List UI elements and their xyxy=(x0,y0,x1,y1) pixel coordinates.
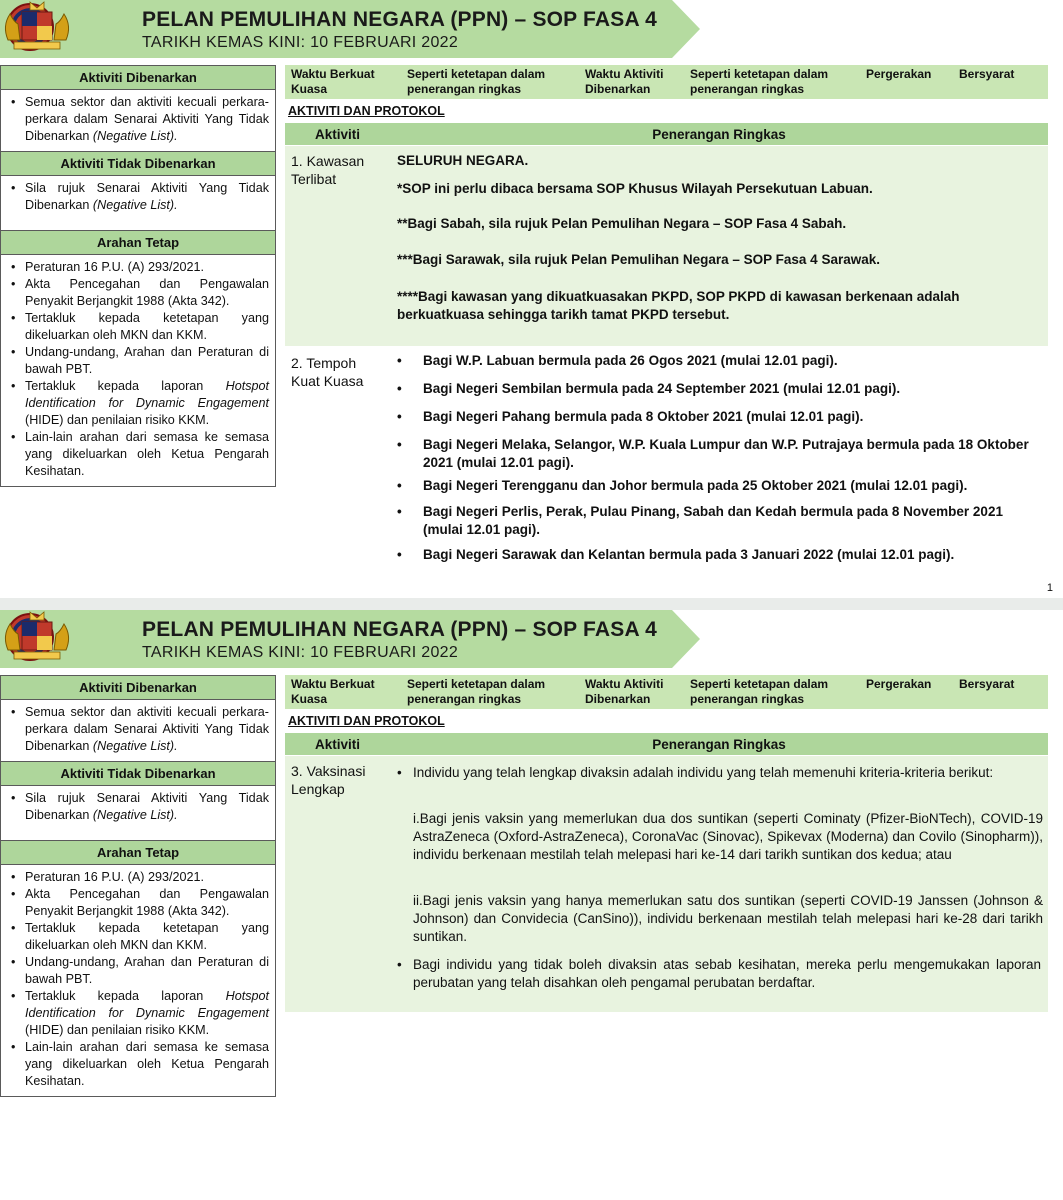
allowed-item: • Semua sektor dan aktiviti kecuali perkara-perkara dalam Senarai Aktiviti Yang Tidak Dibenarkan (Negative List). xyxy=(7,94,269,145)
directive-item: • Akta Pencegahan dan Pengawalan Penyakit Berjangkit 1988 (Akta 342). xyxy=(7,886,269,920)
header-banner xyxy=(0,0,700,58)
row-line: ****Bagi kawasan yang dikuatkuasakan PKPD, SOP PKPD di kawasan berkenaan adalah berkuatkuasa sehingga tarikh tamat PKPD tersebut. xyxy=(397,289,960,322)
page-title: PELAN PEMULIHAN NEGARA (PPN) – SOP FASA 4 xyxy=(142,8,657,31)
directive-item: • Undang-undang, Arahan dan Peraturan di bawah PBT. xyxy=(7,954,269,988)
table-header xyxy=(285,733,1048,755)
sidebar-panel xyxy=(0,675,276,1097)
directive-item: • Peraturan 16 P.U. (A) 293/2021. xyxy=(7,869,269,886)
directives-heading: Arahan Tetap xyxy=(1,840,275,865)
status-bar xyxy=(285,65,1048,99)
activity-column-header: Aktiviti xyxy=(314,737,360,752)
pergerakan-value: Bersyarat xyxy=(959,677,1015,691)
directive-item: • Tertakluk kepada laporan Hotspot Identification for Dynamic Engagement (HIDE) dan penilaian risiko KKM. xyxy=(7,378,269,429)
row-line: SELURUH NEGARA. xyxy=(397,153,529,168)
directive-item: • Akta Pencegahan dan Pengawalan Penyakit Berjangkit 1988 (Akta 342). xyxy=(7,276,269,310)
sidebar-panel xyxy=(0,65,276,487)
document-page-1 xyxy=(0,0,1063,598)
row-activity: 2. Tempoh Kuat Kuasa xyxy=(291,355,364,389)
header-banner xyxy=(0,610,700,668)
allowed-heading: Aktiviti Dibenarkan xyxy=(1,66,275,90)
directive-item: • Tertakluk kepada ketetapan yang dikeluarkan oleh MKN dan KKM. xyxy=(7,310,269,344)
coat-of-arms-icon xyxy=(0,610,74,662)
waktu-aktiviti-label: Waktu Aktiviti Dibenarkan xyxy=(585,67,664,96)
section-title: AKTIVITI DAN PROTOKOL xyxy=(288,104,445,118)
not-allowed-item: • Sila rujuk Senarai Aktiviti Yang Tidak Dibenarkan (Negative List). xyxy=(7,790,269,824)
directive-item: • Tertakluk kepada laporan Hotspot Identification for Dynamic Engagement (HIDE) dan penilaian risiko KKM. xyxy=(7,988,269,1039)
waktu-aktiviti-value: Seperti ketetapan dalam penerangan ringkas xyxy=(690,677,829,706)
waktu-berkuat-value: Seperti ketetapan dalam penerangan ringkas xyxy=(407,677,546,706)
waktu-aktiviti-label: Waktu Aktiviti Dibenarkan xyxy=(585,677,664,706)
directive-item: • Undang-undang, Arahan dan Peraturan di bawah PBT. xyxy=(7,344,269,378)
document-page-2 xyxy=(0,610,1063,1200)
description-column-header: Penerangan Ringkas xyxy=(652,127,786,142)
waktu-berkuat-label: Waktu Berkuat Kuasa xyxy=(291,677,375,706)
directive-item: • Lain-lain arahan dari semasa ke semasa yang dikeluarkan oleh Ketua Pengarah Kesihatan. xyxy=(7,1039,269,1090)
update-date: TARIKH KEMAS KINI: 10 FEBRUARI 2022 xyxy=(142,644,459,661)
not-allowed-item: • Sila rujuk Senarai Aktiviti Yang Tidak Dibenarkan (Negative List). xyxy=(7,180,269,214)
waktu-berkuat-label: Waktu Berkuat Kuasa xyxy=(291,67,375,96)
page-separator xyxy=(0,598,1063,610)
table-header xyxy=(285,123,1048,145)
status-bar xyxy=(285,675,1048,709)
section-title: AKTIVITI DAN PROTOKOL xyxy=(288,714,445,728)
directive-item: • Tertakluk kepada ketetapan yang dikeluarkan oleh MKN dan KKM. xyxy=(7,920,269,954)
row-line: *SOP ini perlu dibaca bersama SOP Khusus Wilayah Persekutuan Labuan. xyxy=(397,181,873,196)
activity-column-header: Aktiviti xyxy=(314,127,360,142)
page-title: PELAN PEMULIHAN NEGARA (PPN) – SOP FASA 4 xyxy=(142,618,657,641)
allowed-item: • Semua sektor dan aktiviti kecuali perkara-perkara dalam Senarai Aktiviti Yang Tidak Dibenarkan (Negative List). xyxy=(7,704,269,755)
pergerakan-label: Pergerakan xyxy=(866,67,932,81)
pergerakan-label: Pergerakan xyxy=(866,677,932,691)
directive-item: • Peraturan 16 P.U. (A) 293/2021. xyxy=(7,259,269,276)
waktu-aktiviti-value: Seperti ketetapan dalam penerangan ringkas xyxy=(690,67,829,96)
update-date: TARIKH KEMAS KINI: 10 FEBRUARI 2022 xyxy=(142,34,459,51)
allowed-heading: Aktiviti Dibenarkan xyxy=(1,676,275,700)
directives-heading: Arahan Tetap xyxy=(1,230,275,255)
coat-of-arms-icon xyxy=(0,0,74,52)
waktu-berkuat-value: Seperti ketetapan dalam penerangan ringkas xyxy=(407,67,546,96)
directive-item: • Lain-lain arahan dari semasa ke semasa yang dikeluarkan oleh Ketua Pengarah Kesihatan. xyxy=(7,429,269,480)
not-allowed-heading: Aktiviti Tidak Dibenarkan xyxy=(1,761,275,786)
page-number: 1 xyxy=(1046,582,1053,594)
row-activity: 3. Vaksinasi Lengkap xyxy=(291,763,366,797)
table-row xyxy=(285,348,1048,573)
table-row: 3. Vaksinasi Lengkap • Individu yang telah lengkap divaksin adalah individu yang telah memenuhi kriteria-kriteria berikut: i.Bagi jenis vaksin yang memerlukan dua dos suntikan (seperti Cominaty (Pfizer-BioNTech), COVID-19 AstraZeneca (Oxford-AstraZeneca), CoronaVac (Sinovac), Spikevax (Moderna) dan Covilo (Sinopharm)), individu berkenaan mestilah telah melepasi hari ke-14 dari tarikh suntikan dos kedua; atau ii.Bagi jenis vaksin yang hanya memerlukan satu dos suntikan (seperti COVID-19 Janssen (Johnson & Johnson) dan Convidecia (CanSino)), individu berkenaan mestilah telah melepasi hari ke-28 dari tarikh suntikan. • Bagi individu yang tidak boleh divaksin atas sebab kesihatan, mereka perlu mengemukakan laporan perubatan yang telah disahkan oleh pengamal perubatan berdaftar. xyxy=(285,756,1048,1012)
row-line: **Bagi Sabah, sila rujuk Pelan Pemulihan Negara – SOP Fasa 4 Sabah. xyxy=(397,216,847,231)
pergerakan-value: Bersyarat xyxy=(959,67,1015,81)
not-allowed-heading: Aktiviti Tidak Dibenarkan xyxy=(1,151,275,176)
criteria-item-i: i.Bagi jenis vaksin yang memerlukan dua dos suntikan (seperti Cominaty (Pfizer-BioNTech), COVID-19 AstraZeneca (Oxford-AstraZeneca), CoronaVac (Sinovac), Spikevax (Moderna) dan Covilo (Sinopharm)), individu berkenaan mestilah telah melepasi hari ke-14 dari tarikh suntikan dos kedua; atau xyxy=(413,811,1043,862)
table-row xyxy=(285,146,1048,346)
row-activity: 1. Kawasan Terlibat xyxy=(291,153,365,187)
row-bullets: • Bagi W.P. Labuan bermula pada 26 Ogos 2021 (mulai 12.01 pagi). • Bagi Negeri Sembilan bermula pada 24 September 2021 (mulai 12.01 pagi). • Bagi Negeri Pahang bermula pada 8 Oktober 2021 (mulai 12.01 pagi). • Bagi Negeri Melaka, Selangor, W.P. Kuala Lumpur dan W.P. Putrajaya bermula pada 18 Oktober 2021 (mulai 12.01 pagi). • Bagi Negeri Terengganu dan Johor bermula pada 25 Oktober 2021 (mulai 12.01 pagi). • Bagi Negeri Perlis, Perak, Pulau Pinang, Sabah dan Kedah bermula pada 8 November 2021 (mulai 12.01 pagi). • Bagi Negeri Sarawak dan Kelantan bermula pada 3 Januari 2022 (mulai 12.01 pagi). xyxy=(397,353,1029,562)
row-line: ***Bagi Sarawak, sila rujuk Pelan Pemulihan Negara – SOP Fasa 4 Sarawak. xyxy=(397,252,880,267)
criteria-item-ii: ii.Bagi jenis vaksin yang hanya memerlukan satu dos suntikan (seperti COVID-19 Janssen (Johnson & Johnson) dan Convidecia (CanSino)), individu berkenaan mestilah telah melepasi hari ke-28 dari tarikh suntikan. xyxy=(413,893,1043,944)
description-column-header: Penerangan Ringkas xyxy=(652,737,786,752)
